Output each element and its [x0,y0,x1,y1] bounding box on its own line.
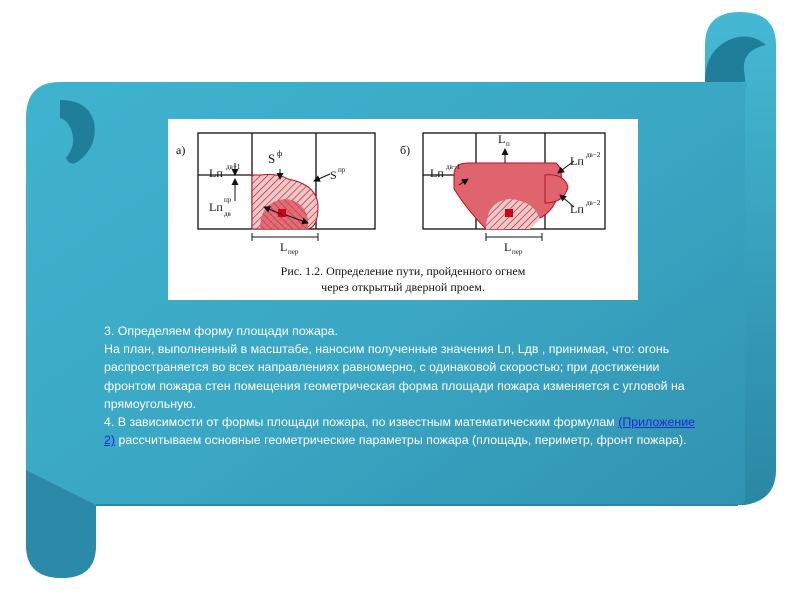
label-b-Lp-dv1-sup: дв−1 [446,163,461,171]
step-4-text-end: рассчитываем основные геометрические параметры пожара (площадь, периметр, фронт пожара). [115,433,687,448]
label-a-Sf: S [268,151,276,166]
paragraph-step-3 [104,322,704,340]
label-a-Lper: L [280,240,288,254]
figure-caption-line1: Рис. 1.2. Определение пути, пройденного огнем [280,264,526,278]
label-a-Lp-dvpr: Lп [209,200,223,214]
figure-caption-line2: через открытый дверной проем. [321,280,485,294]
label-b-Lper-sub: пер [512,248,523,256]
fire-diagram [168,119,638,300]
label-b-Lper: L [504,240,512,254]
label-b-Lp-dv1: Lп [430,166,444,180]
panel-a-label: а) [176,143,186,157]
label-a-Spr-sup: пр [338,166,346,174]
label-a-Lp-dvpr-sup: пр [224,196,232,204]
paragraph-step-4 [104,413,704,449]
panel-b-fire-source [505,209,513,217]
figure-panel [168,119,638,300]
step-3-number: 3 [104,324,111,338]
label-b-Lp-dv2-top-sup: дв−2 [586,151,601,159]
instruction-text [104,322,704,449]
label-a-Lp-dvpr-sub: дв [224,210,231,218]
step-4-text-start: 4. В зависимости от формы площади пожара, по известным математическим формулам [104,415,619,430]
paragraph-step-3-body: На план, выполненный в масштабе, наносим полученные значения Lп, Lдв , принимая, что: огонь распространяется во всех направлениях равномерно, с одинаковой скоростью; при достижении фронтом пожара стен помещения геометрическая форма площади пожара изменяется с угловой на прямоугольную. [104,342,685,411]
label-a-Sf-sup: ф [277,149,283,158]
panel-b-label: б) [400,143,411,157]
label-a-Spr: S [330,168,337,182]
appendix-2-link[interactable]: (Приложение 2) [104,415,696,448]
label-b-Lp-dv2-top: Lп [570,154,584,168]
label-a-Lp-dv1: Lп [209,166,223,180]
label-b-Lp: L [498,132,506,146]
label-a-Lp-dv1-sup: дв−1 [226,163,241,171]
label-b-Lp-dv2-bot-sup: дв−2 [586,199,601,207]
label-a-Lper-sub: пер [288,248,299,256]
step-3-title: . Определяем форму площади пожара. [110,324,338,338]
label-b-Lp-sub: п [506,140,510,148]
label-b-Lp-dv2-bot: Lп [570,202,584,216]
